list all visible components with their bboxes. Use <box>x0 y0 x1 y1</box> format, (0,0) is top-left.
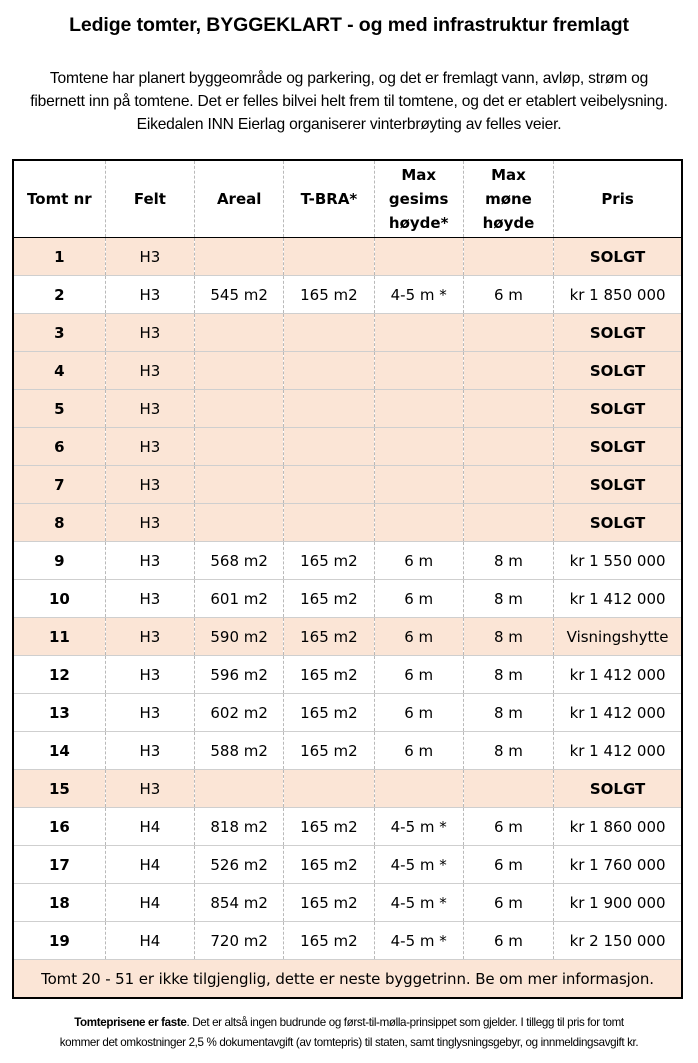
cell-gesims: 4-5 m * <box>374 846 463 884</box>
cell-areal: 588 m2 <box>195 732 284 770</box>
cell-nr: 1 <box>13 238 105 276</box>
table-row <box>13 808 682 846</box>
fineprint-line-1 <box>10 1013 688 1033</box>
cell-areal: 720 m2 <box>195 922 284 960</box>
cell-nr: 2 <box>13 276 105 314</box>
header-felt: Felt <box>105 160 194 238</box>
cell-mone: 8 m <box>463 542 553 580</box>
cell-mone <box>463 770 553 808</box>
cell-nr: 7 <box>13 466 105 504</box>
cell-felt: H3 <box>105 656 194 694</box>
header-max-gesims-hoyde <box>374 160 463 238</box>
table-row <box>13 580 682 618</box>
cell-areal <box>195 314 284 352</box>
cell-areal <box>195 504 284 542</box>
cell-tbra: 165 m2 <box>284 884 374 922</box>
cell-areal: 818 m2 <box>195 808 284 846</box>
cell-pris: kr 1 760 000 <box>554 846 682 884</box>
fineprint-line-2: kommer det omkostninger 2,5 % dokumentavgift (av tomtepris) til staten, samt tinglysningsgebyr, og innmeldingsavgift kr. <box>59 1036 639 1049</box>
cell-pris: kr 2 150 000 <box>554 922 682 960</box>
cell-felt: H3 <box>105 770 194 808</box>
cell-mone <box>463 314 553 352</box>
cell-felt: H3 <box>105 238 194 276</box>
cell-nr: 14 <box>13 732 105 770</box>
cell-areal <box>195 428 284 466</box>
table-row <box>13 618 682 656</box>
table-row <box>13 770 682 808</box>
cell-mone <box>463 238 553 276</box>
table-row <box>13 390 682 428</box>
table-row <box>13 466 682 504</box>
header-areal: Areal <box>195 160 284 238</box>
cell-tbra <box>284 390 374 428</box>
table-row <box>13 504 682 542</box>
fineprint-bold: Tomteprisene er faste <box>74 1016 187 1029</box>
cell-gesims <box>374 504 463 542</box>
cell-felt: H3 <box>105 428 194 466</box>
cell-gesims: 6 m <box>374 618 463 656</box>
table-row <box>13 656 682 694</box>
cell-tbra: 165 m2 <box>284 580 374 618</box>
cell-gesims <box>374 352 463 390</box>
cell-pris: SOLGT <box>554 770 682 808</box>
cell-areal: 854 m2 <box>195 884 284 922</box>
cell-nr: 17 <box>13 846 105 884</box>
cell-mone <box>463 428 553 466</box>
cell-mone: 6 m <box>463 846 553 884</box>
cell-gesims: 6 m <box>374 656 463 694</box>
table-row <box>13 428 682 466</box>
cell-pris: kr 1 860 000 <box>554 808 682 846</box>
cell-gesims: 4-5 m * <box>374 276 463 314</box>
intro-text <box>20 67 678 136</box>
cell-felt: H3 <box>105 504 194 542</box>
cell-felt: H3 <box>105 618 194 656</box>
header-gesims-line-2: gesims <box>388 190 449 208</box>
cell-felt: H3 <box>105 466 194 504</box>
table-row <box>13 352 682 390</box>
cell-mone: 6 m <box>463 884 553 922</box>
cell-pris: SOLGT <box>554 238 682 276</box>
cell-pris: SOLGT <box>554 428 682 466</box>
cell-nr: 3 <box>13 314 105 352</box>
cell-areal <box>195 352 284 390</box>
cell-felt: H3 <box>105 694 194 732</box>
cell-gesims <box>374 314 463 352</box>
cell-nr: 13 <box>13 694 105 732</box>
cell-nr: 11 <box>13 618 105 656</box>
cell-pris: kr 1 412 000 <box>554 656 682 694</box>
header-gesims-line-1: Max <box>401 166 437 184</box>
cell-nr: 8 <box>13 504 105 542</box>
table-footer-note: Tomt 20 - 51 er ikke tilgjenglig, dette er neste byggetrinn. Be om mer informasjon. <box>13 960 682 999</box>
table-header-row <box>13 160 682 238</box>
cell-tbra: 165 m2 <box>284 846 374 884</box>
cell-pris: SOLGT <box>554 466 682 504</box>
table-row <box>13 732 682 770</box>
cell-tbra: 165 m2 <box>284 922 374 960</box>
intro-line-2: fibernett inn på tomtene. Det er felles bilvei helt frem til tomtene, og det er etablert veibelysning. <box>30 93 668 110</box>
table-row <box>13 922 682 960</box>
cell-nr: 9 <box>13 542 105 580</box>
header-mone-line-2: møne <box>485 190 532 208</box>
cell-nr: 6 <box>13 428 105 466</box>
cell-gesims: 4-5 m * <box>374 884 463 922</box>
cell-mone <box>463 390 553 428</box>
cell-tbra <box>284 466 374 504</box>
cell-gesims <box>374 238 463 276</box>
cell-tbra: 165 m2 <box>284 808 374 846</box>
fineprint <box>10 1013 688 1053</box>
cell-areal: 601 m2 <box>195 580 284 618</box>
header-gesims-line-3: høyde* <box>388 214 449 232</box>
cell-mone: 6 m <box>463 276 553 314</box>
cell-tbra <box>284 352 374 390</box>
header-tomt-nr: Tomt nr <box>13 160 105 238</box>
cell-pris: kr 1 900 000 <box>554 884 682 922</box>
cell-felt: H3 <box>105 732 194 770</box>
cell-areal: 568 m2 <box>195 542 284 580</box>
cell-nr: 15 <box>13 770 105 808</box>
header-mone-line-1: Max <box>491 166 526 184</box>
table-row <box>13 846 682 884</box>
cell-mone: 8 m <box>463 580 553 618</box>
cell-gesims <box>374 466 463 504</box>
header-pris: Pris <box>554 160 682 238</box>
cell-gesims: 6 m <box>374 542 463 580</box>
table-row <box>13 884 682 922</box>
cell-gesims: 6 m <box>374 732 463 770</box>
cell-gesims: 6 m <box>374 694 463 732</box>
cell-tbra: 165 m2 <box>284 732 374 770</box>
cell-pris: Visningshytte <box>554 618 682 656</box>
cell-felt: H3 <box>105 542 194 580</box>
cell-tbra <box>284 504 374 542</box>
cell-felt: H3 <box>105 390 194 428</box>
cell-felt: H3 <box>105 580 194 618</box>
cell-areal: 526 m2 <box>195 846 284 884</box>
cell-felt: H4 <box>105 846 194 884</box>
cell-areal: 590 m2 <box>195 618 284 656</box>
cell-nr: 12 <box>13 656 105 694</box>
fineprint-line-1-rest: . Det er altså ingen budrunde og først-til-mølla-prinsippet som gjelder. I tillegg til pris for tomt <box>186 1016 624 1029</box>
cell-mone <box>463 352 553 390</box>
cell-mone <box>463 466 553 504</box>
cell-mone: 8 m <box>463 656 553 694</box>
cell-mone: 6 m <box>463 922 553 960</box>
cell-felt: H4 <box>105 922 194 960</box>
cell-gesims <box>374 390 463 428</box>
intro-line-1: Tomtene har planert byggeområde og parkering, og det er fremlagt vann, avløp, strøm og <box>49 70 649 87</box>
cell-felt: H4 <box>105 884 194 922</box>
cell-areal <box>195 466 284 504</box>
cell-gesims <box>374 428 463 466</box>
table-row <box>13 238 682 276</box>
cell-nr: 19 <box>13 922 105 960</box>
cell-nr: 4 <box>13 352 105 390</box>
cell-gesims: 4-5 m * <box>374 922 463 960</box>
cell-gesims: 6 m <box>374 580 463 618</box>
cell-nr: 10 <box>13 580 105 618</box>
cell-nr: 5 <box>13 390 105 428</box>
cell-areal: 602 m2 <box>195 694 284 732</box>
cell-nr: 16 <box>13 808 105 846</box>
cell-tbra: 165 m2 <box>284 542 374 580</box>
cell-areal <box>195 390 284 428</box>
lots-table <box>12 159 683 999</box>
cell-tbra: 165 m2 <box>284 656 374 694</box>
table-body <box>13 238 682 960</box>
cell-nr: 18 <box>13 884 105 922</box>
cell-areal <box>195 238 284 276</box>
cell-pris: kr 1 850 000 <box>554 276 682 314</box>
cell-gesims <box>374 770 463 808</box>
cell-tbra: 165 m2 <box>284 276 374 314</box>
table-row <box>13 314 682 352</box>
header-mone-line-3: høyde <box>482 214 535 232</box>
cell-areal: 596 m2 <box>195 656 284 694</box>
cell-pris: SOLGT <box>554 390 682 428</box>
cell-felt: H3 <box>105 314 194 352</box>
cell-felt: H3 <box>105 352 194 390</box>
cell-areal: 545 m2 <box>195 276 284 314</box>
cell-pris: kr 1 412 000 <box>554 580 682 618</box>
table-footer-row <box>13 960 682 999</box>
cell-felt: H4 <box>105 808 194 846</box>
header-t-bra: T-BRA* <box>284 160 374 238</box>
table-row <box>13 542 682 580</box>
cell-pris: kr 1 412 000 <box>554 694 682 732</box>
table-row <box>13 694 682 732</box>
cell-mone <box>463 504 553 542</box>
table-row <box>13 276 682 314</box>
cell-tbra <box>284 238 374 276</box>
cell-mone: 8 m <box>463 618 553 656</box>
cell-pris: SOLGT <box>554 352 682 390</box>
cell-pris: kr 1 550 000 <box>554 542 682 580</box>
cell-mone: 8 m <box>463 694 553 732</box>
cell-felt: H3 <box>105 276 194 314</box>
cell-pris: kr 1 412 000 <box>554 732 682 770</box>
cell-tbra: 165 m2 <box>284 694 374 732</box>
header-max-mone-hoyde <box>463 160 553 238</box>
cell-pris: SOLGT <box>554 314 682 352</box>
cell-tbra <box>284 428 374 466</box>
cell-tbra <box>284 314 374 352</box>
cell-areal <box>195 770 284 808</box>
cell-mone: 8 m <box>463 732 553 770</box>
cell-pris: SOLGT <box>554 504 682 542</box>
cell-mone: 6 m <box>463 808 553 846</box>
cell-gesims: 4-5 m * <box>374 808 463 846</box>
page-title: Ledige tomter, BYGGEKLART - og med infrastruktur fremlagt <box>69 14 629 36</box>
cell-tbra <box>284 770 374 808</box>
intro-line-3: Eikedalen INN Eierlag organiserer vinterbrøyting av felles veier. <box>136 116 562 133</box>
cell-tbra: 165 m2 <box>284 618 374 656</box>
